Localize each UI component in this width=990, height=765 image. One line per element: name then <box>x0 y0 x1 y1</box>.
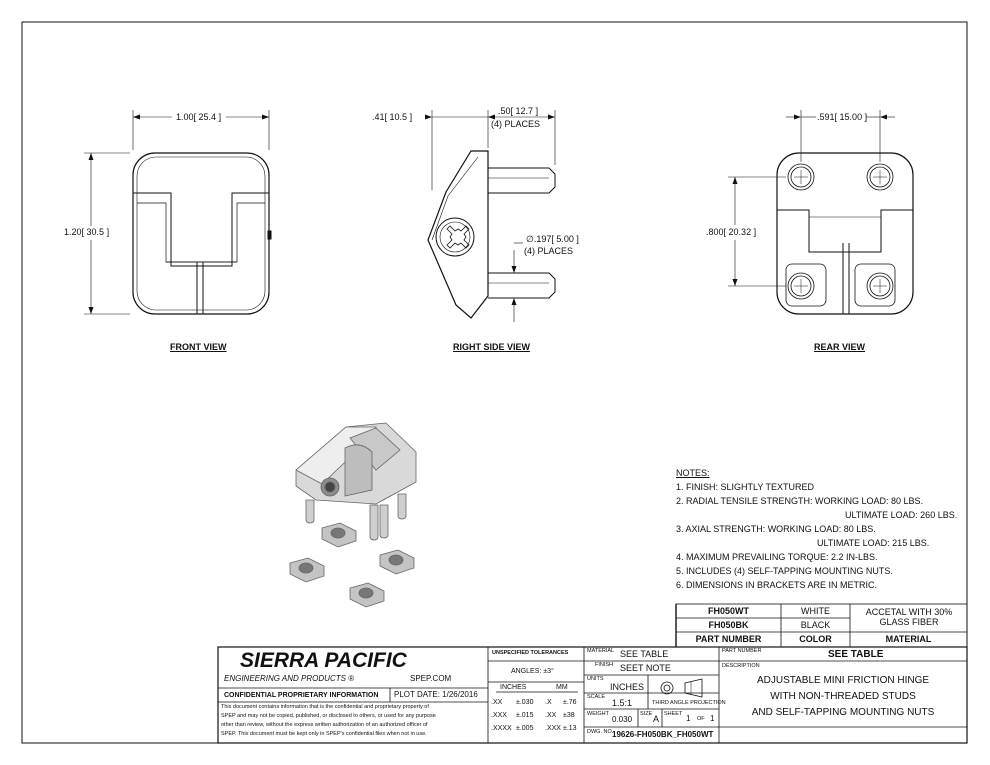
part-number-value: SEE TABLE <box>828 649 884 660</box>
confidential-title: CONFIDENTIAL PROPRIETARY INFORMATION <box>224 692 379 699</box>
right-depth-dim: .41[ 10.5 ] <box>372 112 413 122</box>
tolerance-row: .XXX <box>491 712 507 719</box>
material-value: SEE TABLE <box>620 649 669 659</box>
description-line: ADJUSTABLE MINI FRICTION HINGE <box>756 675 930 686</box>
sheet-label: SHEET <box>664 711 683 717</box>
tolerance-value: ±38 <box>563 712 575 719</box>
description-line: WITH NON-THREADED STUDS <box>770 691 916 702</box>
units-value: INCHES <box>610 682 645 692</box>
scale-value: 1.5:1 <box>612 698 633 708</box>
tolerance-row: .XX <box>545 712 557 719</box>
disclaimer-line: other than review, without the express written authorization of an authorized officer of <box>221 722 428 728</box>
part-number-header: PART NUMBER <box>695 634 762 644</box>
note-item: ULTIMATE LOAD: 260 LBS. <box>845 510 958 520</box>
tolerance-value: ±.030 <box>516 699 534 706</box>
projection-label: THIRD ANGLE PROJECTION <box>652 700 726 706</box>
color-header: COLOR <box>799 634 832 644</box>
front-view-label: FRONT VIEW <box>170 342 227 352</box>
front-view-drawing <box>84 110 271 314</box>
tolerance-row: .XXX <box>545 725 561 732</box>
finish-label: FINISH <box>595 662 614 668</box>
company-name: SIERRA PACIFIC <box>240 649 407 672</box>
tolerance-row: .X <box>545 699 552 706</box>
notes-title: NOTES: <box>676 468 710 478</box>
of-label: OF <box>697 716 705 722</box>
note-item: ULTIMATE LOAD: 215 LBS. <box>817 538 930 548</box>
finish-value: SEET NOTE <box>620 663 671 673</box>
company-website: SPEP.COM <box>410 674 452 683</box>
dwg-number: 19626-FH050BK_FH050WT <box>612 730 714 739</box>
disclaimer-line: SPEP. This document must be kept only in SPEP's confidential files when not in use. <box>221 731 427 737</box>
material-label: MATERIAL <box>587 648 615 654</box>
rear-view-label: REAR VIEW <box>814 342 866 352</box>
scale-label: SCALE <box>587 694 606 700</box>
color-cell: BLACK <box>800 620 831 630</box>
description-label: DESCRIPTION <box>722 663 760 669</box>
disclaimer-line: SPEP and may not be copied, published, or disclosed to others, or used for any purpose <box>221 713 436 719</box>
weight-label: WEIGHT <box>587 711 609 717</box>
size-label: SIZE <box>640 711 653 717</box>
note-item: 4. MAXIMUM PREVAILING TORQUE: 2.2 IN-LBS. <box>676 552 878 562</box>
tolerance-value: ±.76 <box>563 699 577 706</box>
color-cell: WHITE <box>801 606 830 616</box>
isometric-hinge-picture <box>290 423 416 607</box>
part-number-label: PART NUMBER <box>722 648 762 654</box>
size-value: A <box>653 714 660 724</box>
tolerances-title: UNSPECIFIED TOLERANCES <box>492 650 569 656</box>
tolerance-value: ±.015 <box>516 712 534 719</box>
rear-vert-dim: .800[ 20.32 ] <box>706 227 757 237</box>
stud-dia-dim: ∅.197[ 5.00 ] <box>526 234 579 244</box>
company-subtitle: ENGINEERING AND PRODUCTS ® <box>224 674 355 683</box>
weight-value: 0.030 <box>612 715 633 724</box>
tolerance-row: .XX <box>491 699 503 706</box>
front-width-dim: 1.00[ 25.4 ] <box>176 112 222 122</box>
tolerance-inches-label: INCHES <box>500 684 527 691</box>
part-number-cell: FH050BK <box>708 620 749 630</box>
rear-spacing-dim: .591[ 15.00 ] <box>817 112 868 122</box>
sheet-total: 1 <box>710 714 715 723</box>
stud-length-dim: .50[ 12.7 ] <box>498 106 539 116</box>
disclaimer-line: This document contains information that is the confidential and proprietary property of <box>221 704 429 710</box>
rear-view-drawing <box>728 110 913 314</box>
dwg-label: DWG. NO. <box>587 729 614 735</box>
note-item: 6. DIMENSIONS IN BRACKETS ARE IN METRIC. <box>676 580 878 590</box>
stud-length-note: (4) PLACES <box>491 119 541 129</box>
description-line: AND SELF-TAPPING MOUNTING NUTS <box>751 707 935 718</box>
note-item: 3. AXIAL STRENGTH: WORKING LOAD: 80 LBS. <box>676 524 876 534</box>
note-item: 5. INCLUDES (4) SELF-TAPPING MOUNTING NUTS. <box>676 566 893 576</box>
material-header: MATERIAL <box>885 634 932 644</box>
plot-date: PLOT DATE: 1/26/2016 <box>394 690 478 699</box>
right-side-view-label: RIGHT SIDE VIEW <box>453 342 531 352</box>
note-item: 2. RADIAL TENSILE STRENGTH: WORKING LOAD: 80 LBS. <box>676 496 924 506</box>
tolerance-value: ±.005 <box>516 725 534 732</box>
tolerance-mm-label: MM <box>556 684 568 691</box>
tolerance-angles: ANGLES: ±3° <box>511 668 554 675</box>
note-item: 1. FINISH: SLIGHTLY TEXTURED <box>676 482 815 492</box>
part-number-cell: FH050WT <box>707 606 749 616</box>
units-label: UNITS <box>587 676 604 682</box>
tolerance-row: .XXXX <box>491 725 512 732</box>
stud-dia-note: (4) PLACES <box>524 246 574 256</box>
tolerance-value: ±.13 <box>563 725 577 732</box>
front-height-dim: 1.20[ 30.5 ] <box>64 227 110 237</box>
sheet-value: 1 <box>686 714 691 723</box>
material-cell: ACCETAL WITH 30% GLASS FIBER <box>865 607 953 627</box>
right-side-view-drawing <box>425 110 555 322</box>
